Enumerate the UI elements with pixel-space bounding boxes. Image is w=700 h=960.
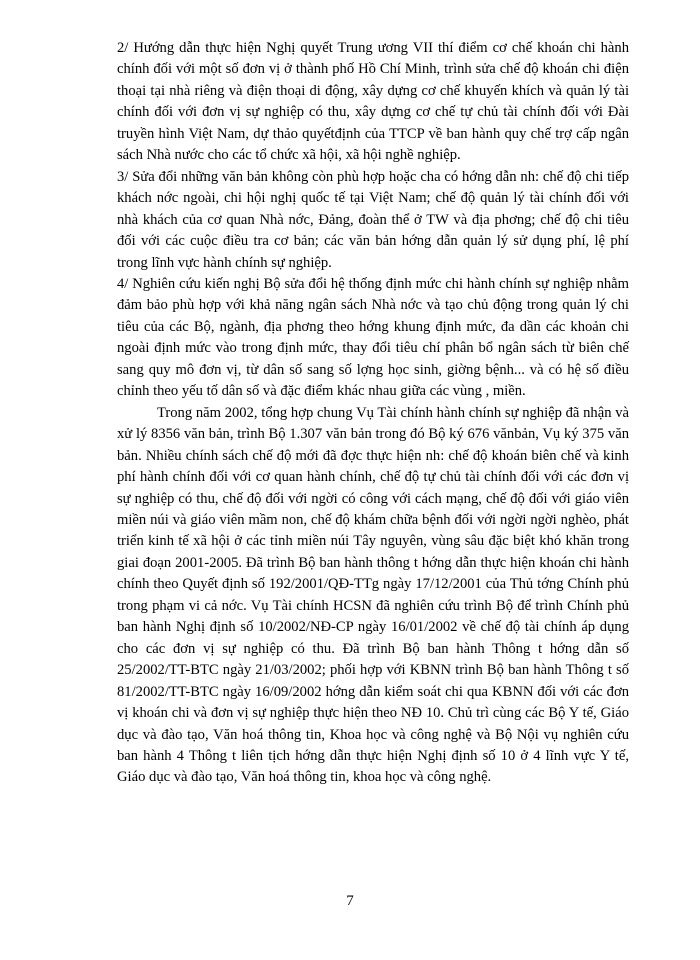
body-text [117,38,629,789]
paragraph-item-3: 3/ Sửa đổi những văn bản không còn phù hợp hoặc cha có hớng dẫn nh: chế độ chi tiếp khách nớc ngoài, chi hội nghị quốc tế tại Việt Nam; chế độ quản lý tài chính đối với nhà khách của cơ quan Nhà nớc, Đảng, đoàn thể ở TW và địa phơng; chế độ chi tiêu đối với các cuộc điều tra cơ bản; các văn bản hớng dẫn quản lý sử dụng phí, lệ phí trong lĩnh vực hành chính sự nghiệp. [117,168,629,271]
paragraph-item-4: 4/ Nghiên cứu kiến nghị Bộ sửa đổi hệ thống định mức chi hành chính sự nghiệp nhằm đảm bảo phù hợp với khả năng ngân sách Nhà nớc và tạo chủ động trong quản lý chi tiêu của các Bộ, ngành, địa phơng theo hớng khung định mức, đa dần các khoản chi ngoài định mức vào trong định mức, thay đổi tiêu chí phân bổ ngân sách từ biên chế sang quy mô đơn vị, từ dân số sang số lợng học sinh, giờng bệnh... và có hệ số điều chỉnh theo yếu tố dân số và đặc điểm khác nhau giữa các vùng , miền. [117,275,629,400]
page-number: 7 [346,893,354,909]
paragraph-item-2: 2/ Hướng dẫn thực hiện Nghị quyết Trung ương VII thí điểm cơ chế khoán chi hành chính đối với một số đơn vị ở thành phố Hồ Chí Minh, trình sửa chế độ khoán chi điện thoại tại nhà riêng và điện thoại di động, xây dựng cơ chế khuyến khích và quản lý tài chính đối với đơn vị sự nghiệp có thu, xây dựng cơ chế tự chủ tài chính đối với Đài truyền hình Việt Nam, dự thảo quyếtđịnh của TTCP về ban hành quy chế trợ cấp ngân sách Nhà nước cho các tổ chức xã hội, xã hội nghề nghiệp. [117,40,629,164]
paragraph-summary-2002: Trong năm 2002, tổng hợp chung Vụ Tài chính hành chính sự nghiệp đã nhận và xử lý 8356 văn bản, trình Bộ 1.307 văn bản trong đó Bộ ký 676 vănbản, Vụ ký 375 văn bản. Nhiều chính sách chế độ mới đã đợc thực hiện nh: chế độ khoán biên chế và kinh phí hành chính đối với cơ quan hành chính, chế độ tự chủ tài chính đối với các đơn vị sự nghiệp có thu, chế độ đối với ngời có công với cách mạng, chế độ đối với giáo viên miền núi và giáo viên mầm non, chế độ khám chữa bệnh đối với ngời ngời nghèo, phát triển kinh tế xã hội ở các tỉnh miền núi Tây nguyên, vùng sâu đặc biệt khó khăn trong giai đoạn 2001-2005. Đã trình Bộ ban hành thông t hớng dẫn thực hiện khoán chi hành chính theo Quyết định số 192/2001/QĐ-TTg ngày 17/12/2001 của Thủ tớng Chính phủ trong phạm vi cả nớc. Vụ Tài chính HCSN đã nghiên cứu trình Bộ để trình Chính phủ ban hành Nghị định số 10/2002/NĐ-CP ngày 16/01/2002 về chế độ tài chính áp dụng cho các đơn vị sự nghiệp có thu. Đã trình Bộ ban hành Thông t hớng dẫn số 25/2002/TT-BTC ngày 21/03/2002; phối hợp với KBNN trình Bộ ban hành Thông t số 81/2002/TT-BTC ngày 16/09/2002 hớng dẫn kiểm soát chi qua KBNN đối với các đơn vị khoán chi và đơn vị sự nghiệp thực hiện theo NĐ 10. Chủ trì cùng các Bộ Y tế, Giáo dục và đào tạo, Văn hoá thông tin, Khoa học và công nghệ và Bộ Nội vụ nghiên cứu ban hành 4 Thông t liên tịch hớng dẫn thực hiện Nghị định số 10 ở 4 lĩnh vực Y tế, Giáo dục và đào tạo, Văn hoá thông tin, khoa học và công nghệ. [117,404,629,786]
